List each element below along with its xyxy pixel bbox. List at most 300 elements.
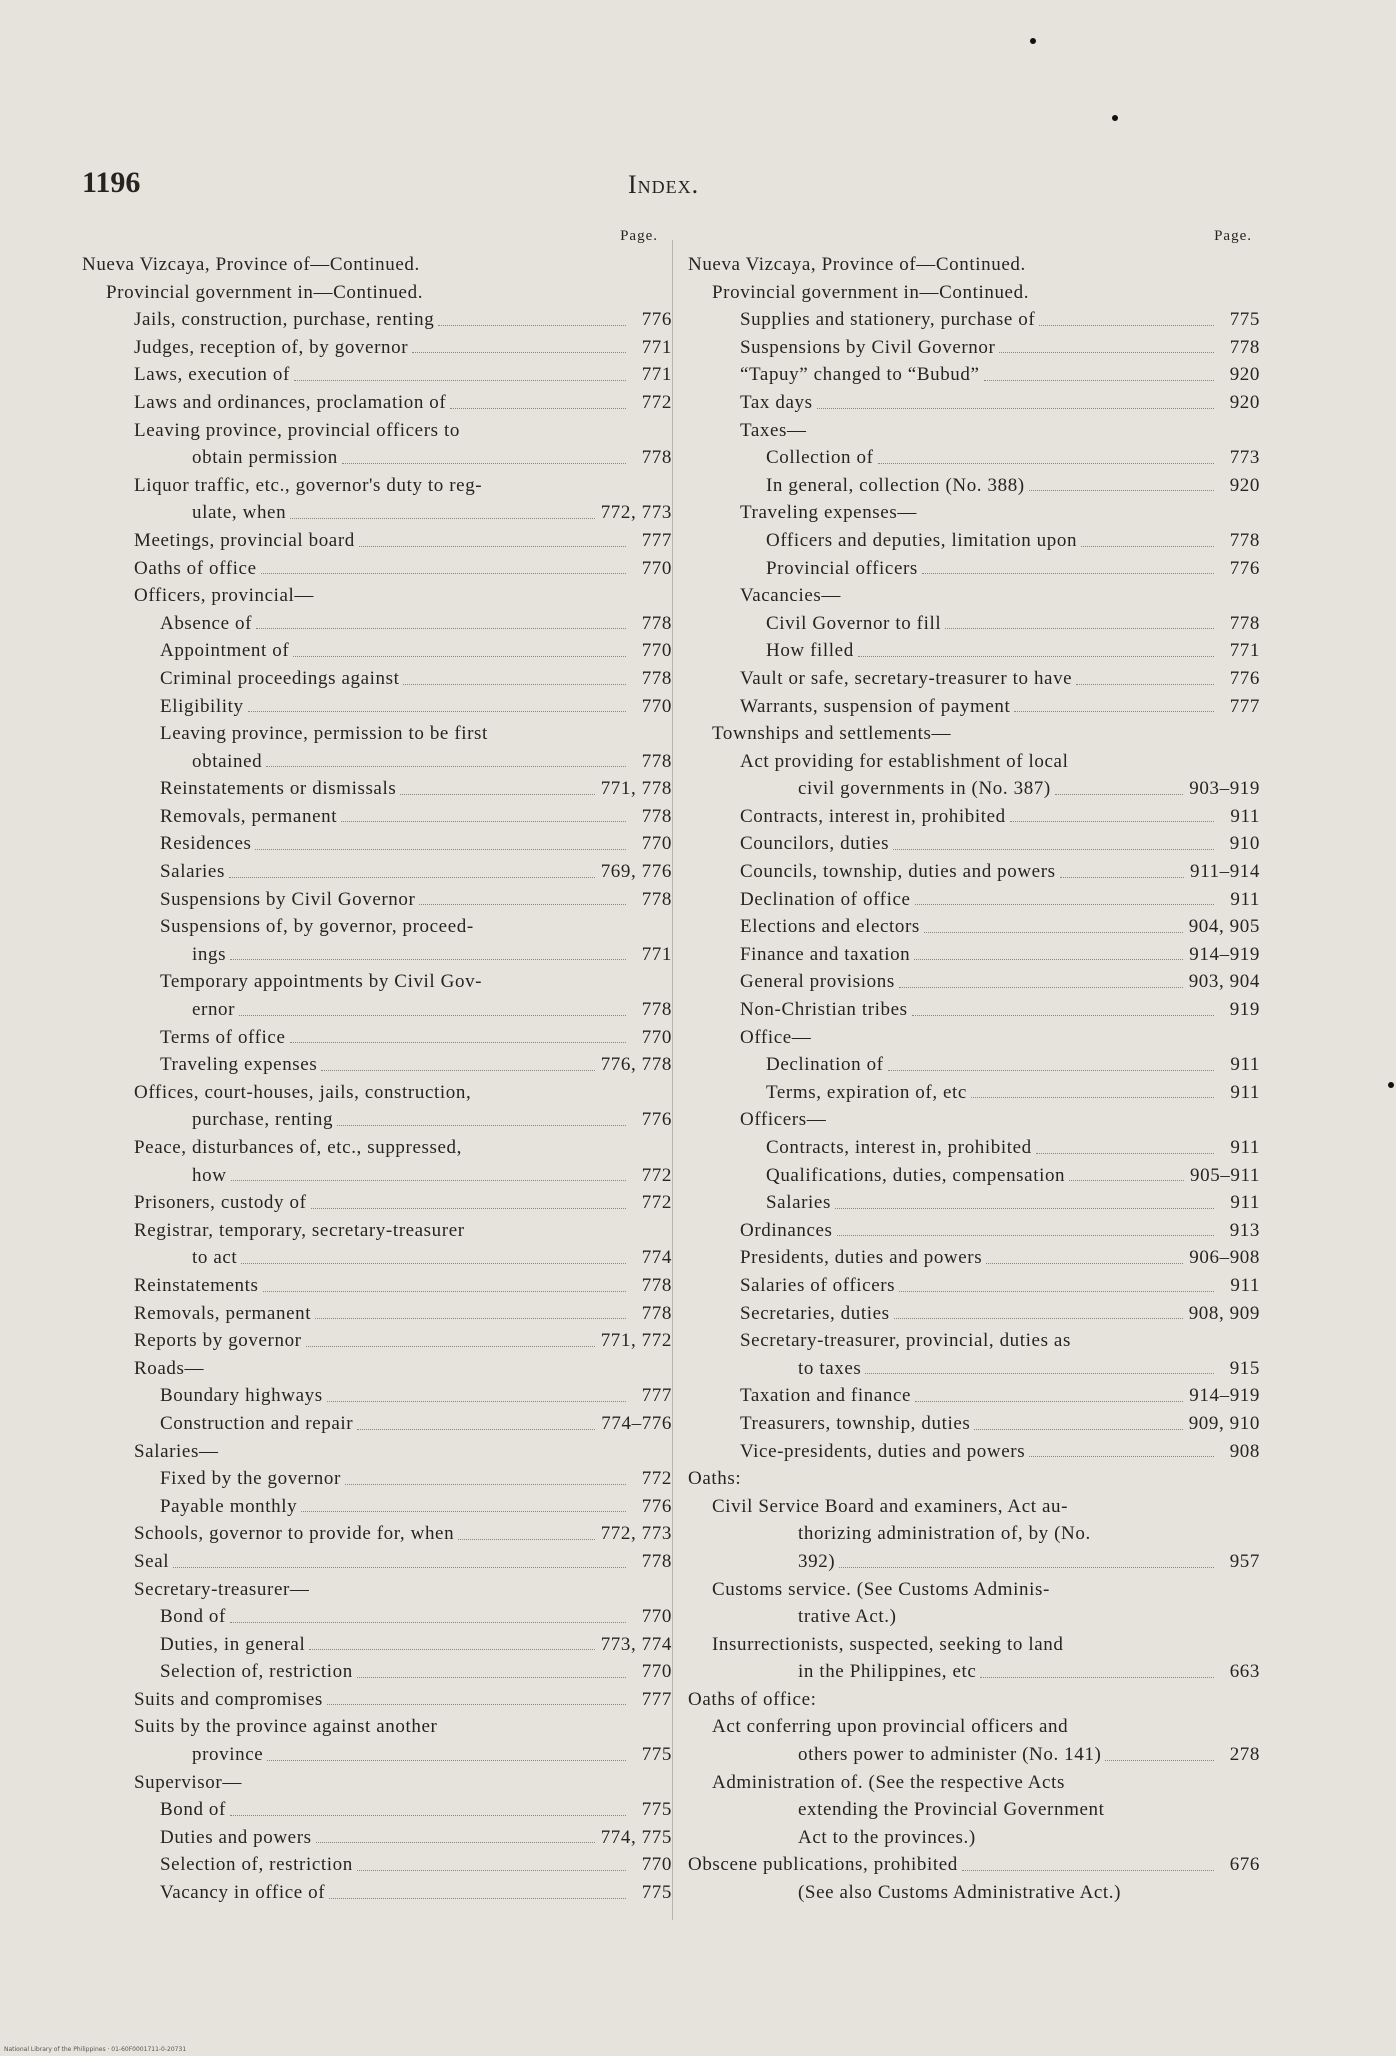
- index-entry: [688, 610, 1260, 638]
- column-divider: [672, 240, 673, 1920]
- index-entry: [82, 1548, 672, 1576]
- entry-text: Contracts, interest in, prohibited: [766, 1137, 1032, 1158]
- entry-page: 913: [1229, 1219, 1260, 1241]
- dot-leader: [293, 656, 626, 657]
- index-entry: [688, 1686, 1260, 1714]
- entry-page: 911: [1230, 1137, 1260, 1158]
- entry-text: Elections and electors: [740, 916, 920, 938]
- dot-leader: [899, 1291, 1214, 1292]
- entry-page: 772: [641, 1468, 672, 1490]
- index-entry: [82, 499, 672, 527]
- entry-page: 772, 773: [600, 1523, 672, 1545]
- entry-page: 778: [1229, 529, 1260, 551]
- dot-leader: [261, 573, 626, 574]
- entry-page: 778: [641, 805, 672, 827]
- entry-text: others power to administer (No. 141): [798, 1744, 1102, 1766]
- entry-page: 770: [641, 1854, 672, 1876]
- entry-text: General provisions: [740, 971, 895, 993]
- dot-leader: [893, 849, 1214, 850]
- index-entry: [688, 858, 1260, 886]
- dot-leader: [458, 1539, 595, 1540]
- index-entry: [688, 1410, 1260, 1438]
- entry-text: purchase, renting: [192, 1109, 334, 1131]
- entry-page: 776: [641, 309, 672, 331]
- index-entry: [688, 886, 1260, 914]
- index-entry: [688, 1438, 1260, 1466]
- index-entry: [688, 1079, 1260, 1107]
- index-entry: [82, 1079, 672, 1107]
- entry-page: 778: [1229, 336, 1260, 358]
- index-entry: [82, 334, 672, 362]
- dot-leader: [229, 877, 595, 878]
- entry-page: 770: [641, 1026, 672, 1048]
- index-entry: [82, 1106, 672, 1134]
- entry-text: Obscene publications, prohibited: [688, 1854, 958, 1876]
- entry-text: Duties, in general: [160, 1633, 306, 1655]
- entry-page: 919: [1229, 999, 1260, 1021]
- dot-leader: [230, 959, 626, 960]
- entry-text: Judges, reception of, by governor: [134, 336, 409, 358]
- index-entry: [82, 1024, 672, 1052]
- entry-page: 911: [1230, 1274, 1260, 1296]
- scan-speck: [1030, 38, 1036, 44]
- dot-leader: [400, 794, 594, 795]
- entry-page: 663: [1229, 1661, 1260, 1683]
- entry-page: 774, 775: [600, 1826, 672, 1848]
- dot-leader: [342, 463, 626, 464]
- entry-text: Registrar, temporary, secretary-treasurer: [134, 1219, 465, 1241]
- index-entry: [82, 389, 672, 417]
- dot-leader: [450, 408, 626, 409]
- index-entry: [82, 306, 672, 334]
- index-column-right: [688, 228, 1260, 1907]
- index-entry: [688, 1189, 1260, 1217]
- entry-text: Removals, permanent: [134, 1302, 312, 1324]
- index-entry: [82, 1631, 672, 1659]
- entry-page: 905–911: [1190, 1164, 1260, 1186]
- entry-page: 778: [641, 999, 672, 1021]
- index-entry: [688, 1631, 1260, 1659]
- dot-leader: [1010, 821, 1214, 822]
- entry-text: (See also Customs Administrative Act.): [798, 1882, 1122, 1904]
- entry-text: Selection of, restriction: [160, 1854, 353, 1876]
- entry-text: Terms of office: [160, 1026, 286, 1048]
- index-entry: [688, 361, 1260, 389]
- dot-leader: [290, 1042, 627, 1043]
- index-entry: [82, 1244, 672, 1272]
- entry-text: Officers, provincial—: [134, 585, 315, 607]
- entry-text: Bond of: [160, 1606, 226, 1628]
- entry-text: Reports by governor: [134, 1330, 302, 1352]
- index-entry: [82, 361, 672, 389]
- dot-leader: [337, 1125, 626, 1126]
- entry-text: Oaths:: [688, 1468, 742, 1490]
- dot-leader: [255, 849, 626, 850]
- entry-text: Salaries: [160, 861, 225, 883]
- dot-leader: [329, 1898, 626, 1899]
- entry-text: Supervisor—: [134, 1771, 242, 1793]
- index-entry: [688, 1355, 1260, 1383]
- entry-page: 775: [641, 1744, 672, 1766]
- dot-leader: [301, 1511, 626, 1512]
- entry-text: Officers—: [740, 1109, 827, 1131]
- index-entry: [82, 941, 672, 969]
- entry-page: 778: [641, 612, 672, 634]
- index-entry: [82, 968, 672, 996]
- entry-text: Act to the provinces.): [798, 1826, 976, 1848]
- entry-text: Ordinances: [740, 1219, 833, 1241]
- dot-leader: [345, 1484, 626, 1485]
- entry-text: Non-Christian tribes: [740, 999, 908, 1021]
- index-entry: [688, 1106, 1260, 1134]
- entry-page: 914–919: [1189, 1385, 1260, 1407]
- dot-leader: [357, 1870, 626, 1871]
- index-entry: [688, 1520, 1260, 1548]
- entry-text: in the Philippines, etc: [798, 1661, 977, 1683]
- entry-page: 920: [1229, 364, 1260, 386]
- entry-page: 769, 776: [600, 861, 672, 883]
- entry-page: 278: [1229, 1744, 1260, 1766]
- index-entry: [82, 1134, 672, 1162]
- index-entry: [688, 665, 1260, 693]
- entry-page: 770: [641, 557, 672, 579]
- entry-page: 911: [1230, 1081, 1260, 1103]
- entry-text: Provincial government in—Continued.: [106, 281, 424, 303]
- entry-text: Peace, disturbances of, etc., suppressed,: [134, 1137, 462, 1158]
- index-entry: [82, 1824, 672, 1852]
- dot-leader: [359, 546, 626, 547]
- dot-leader: [306, 1346, 595, 1347]
- index-entry: [688, 1217, 1260, 1245]
- index-entry: [688, 251, 1260, 279]
- entry-text: Bond of: [160, 1799, 226, 1821]
- entry-text: ulate, when: [192, 502, 287, 524]
- index-entry: [688, 306, 1260, 334]
- index-entry: [688, 720, 1260, 748]
- index-entry: [82, 417, 672, 445]
- entry-text: Prisoners, custody of: [134, 1192, 307, 1214]
- dot-leader: [438, 325, 626, 326]
- entry-text: Townships and settlements—: [712, 723, 952, 745]
- entry-text: Officers and deputies, limitation upon: [766, 529, 1078, 551]
- entry-text: Terms, expiration of, etc: [766, 1081, 967, 1103]
- index-entry: [688, 499, 1260, 527]
- dot-leader: [835, 1208, 1214, 1209]
- index-entry: [82, 1603, 672, 1631]
- entry-text: Secretaries, duties: [740, 1302, 890, 1324]
- index-entry: [688, 913, 1260, 941]
- index-entry: [688, 1300, 1260, 1328]
- dot-leader: [894, 1318, 1183, 1319]
- dot-leader: [839, 1567, 1214, 1568]
- entry-text: Vault or safe, secretary-treasurer to have: [740, 667, 1073, 689]
- dot-leader: [419, 904, 626, 905]
- entry-page: 771, 778: [600, 778, 672, 800]
- entry-text: Seal: [134, 1550, 170, 1572]
- entry-page: 773: [1229, 447, 1260, 469]
- index-entry: [688, 1548, 1260, 1576]
- entry-text: Temporary appointments by Civil Gov-: [160, 971, 483, 993]
- entry-text: ings: [192, 943, 227, 965]
- entry-page: 770: [641, 1661, 672, 1683]
- index-entry: [82, 251, 672, 279]
- dot-leader: [266, 766, 626, 767]
- index-entry: [688, 693, 1260, 721]
- entry-text: Tax days: [740, 391, 813, 413]
- entry-text: Taxation and finance: [740, 1385, 912, 1407]
- dot-leader: [403, 684, 626, 685]
- entry-text: Salaries—: [134, 1440, 219, 1462]
- entry-page: 915: [1229, 1357, 1260, 1379]
- dot-leader: [309, 1649, 594, 1650]
- entry-page: 772, 773: [600, 502, 672, 524]
- entry-text: Traveling expenses: [160, 1054, 318, 1076]
- index-entry: [82, 1576, 672, 1604]
- dot-leader: [267, 1760, 626, 1761]
- index-entry: [688, 389, 1260, 417]
- entry-text: “Tapuy” changed to “Bubud”: [740, 364, 980, 386]
- index-entry: [82, 693, 672, 721]
- dot-leader: [1076, 684, 1214, 685]
- entry-page: 776: [641, 1495, 672, 1517]
- entry-page: 908, 909: [1188, 1302, 1260, 1324]
- dot-leader: [241, 1263, 626, 1264]
- entry-text: Appointment of: [160, 640, 290, 662]
- dot-leader: [914, 959, 1183, 960]
- index-entry: [688, 1824, 1260, 1852]
- index-entry: [82, 830, 672, 858]
- entry-text: Civil Service Board and examiners, Act au-: [712, 1495, 1069, 1517]
- index-entry: [82, 472, 672, 500]
- dot-leader: [1014, 711, 1214, 712]
- index-entry: [82, 1382, 672, 1410]
- dot-leader: [315, 1318, 626, 1319]
- index-entry: [688, 803, 1260, 831]
- entry-text: Selection of, restriction: [160, 1661, 353, 1683]
- index-entry: [688, 1796, 1260, 1824]
- dot-leader: [858, 656, 1214, 657]
- entry-page: 778: [641, 888, 672, 910]
- dot-leader: [311, 1208, 626, 1209]
- entry-page: 770: [641, 640, 672, 662]
- dot-leader: [357, 1429, 595, 1430]
- entry-page: 775: [641, 1882, 672, 1904]
- index-entry: [82, 582, 672, 610]
- dot-leader: [1060, 877, 1184, 878]
- dot-leader: [239, 1015, 626, 1016]
- entry-page: 770: [641, 695, 672, 717]
- entry-text: Insurrectionists, suspected, seeking to land: [712, 1633, 1064, 1655]
- dot-leader: [980, 1677, 1214, 1678]
- entry-text: In general, collection (No. 388): [766, 474, 1025, 496]
- entry-text: Provincial government in—Continued.: [712, 281, 1030, 303]
- scan-speck: [1112, 115, 1118, 121]
- entry-text: Councilors, duties: [740, 833, 890, 855]
- index-entry: [688, 748, 1260, 776]
- index-entry: [688, 1272, 1260, 1300]
- index-entry: [688, 417, 1260, 445]
- dot-leader: [899, 987, 1183, 988]
- entry-text: ernor: [192, 999, 236, 1021]
- entry-text: Laws and ordinances, proclamation of: [134, 391, 447, 413]
- dot-leader: [971, 1097, 1214, 1098]
- page-column-heading: Page.: [620, 228, 658, 244]
- dot-leader: [1069, 1180, 1184, 1181]
- entry-text: Boundary highways: [160, 1385, 323, 1407]
- index-entry: [82, 1355, 672, 1383]
- entry-text: to act: [192, 1247, 238, 1269]
- index-entry: [688, 1879, 1260, 1907]
- running-title: Index.: [628, 170, 700, 199]
- index-entries-right: [688, 251, 1260, 1907]
- index-entries-left: [82, 251, 672, 1907]
- entry-page: 904, 905: [1188, 916, 1260, 938]
- index-entry: [688, 1024, 1260, 1052]
- dot-leader: [341, 821, 626, 822]
- dot-leader: [999, 352, 1214, 353]
- entry-text: Declination of: [766, 1054, 884, 1076]
- entry-text: Removals, permanent: [160, 805, 338, 827]
- entry-text: Act conferring upon provincial officers and: [712, 1716, 1069, 1738]
- entry-text: obtain permission: [192, 447, 338, 469]
- entry-text: Office—: [740, 1026, 812, 1048]
- entry-text: Reinstatements or dismissals: [160, 778, 397, 800]
- entry-text: Traveling expenses—: [740, 502, 917, 524]
- dot-leader: [878, 463, 1214, 464]
- index-entry: [82, 858, 672, 886]
- entry-text: Nueva Vizcaya, Province of—Continued.: [688, 254, 1026, 275]
- dot-leader: [986, 1263, 1183, 1264]
- dot-leader: [294, 380, 626, 381]
- dot-leader: [1081, 546, 1214, 547]
- entry-text: Fixed by the governor: [160, 1468, 341, 1490]
- index-entry: [82, 1162, 672, 1190]
- entry-page: 778: [641, 1274, 672, 1296]
- entry-text: Leaving province, provincial officers to: [134, 419, 460, 441]
- entry-page: 777: [1229, 695, 1260, 717]
- index-entry: [82, 444, 672, 472]
- entry-text: Duties and powers: [160, 1826, 312, 1848]
- index-entry: [82, 720, 672, 748]
- scan-speck: [1388, 1082, 1394, 1088]
- index-entry: [688, 1658, 1260, 1686]
- index-entry: [82, 886, 672, 914]
- index-entry: [82, 665, 672, 693]
- entry-text: Oaths of office: [134, 557, 257, 579]
- index-entry: [688, 1603, 1260, 1631]
- index-entry: [688, 1162, 1260, 1190]
- index-entry: [688, 1576, 1260, 1604]
- dot-leader: [1039, 325, 1214, 326]
- dot-leader: [945, 628, 1214, 629]
- entry-text: Act providing for establishment of local: [740, 750, 1069, 772]
- dot-leader: [412, 352, 626, 353]
- dot-leader: [912, 1015, 1214, 1016]
- entry-text: Jails, construction, purchase, renting: [134, 309, 435, 331]
- index-entry: [82, 1465, 672, 1493]
- entry-text: extending the Provincial Government: [798, 1799, 1105, 1821]
- entry-page: 776: [1229, 557, 1260, 579]
- index-entry: [82, 1189, 672, 1217]
- dot-leader: [915, 1401, 1183, 1402]
- entry-page: 957: [1229, 1550, 1260, 1572]
- entry-page: 911: [1230, 888, 1260, 910]
- index-entry: [82, 555, 672, 583]
- index-entry: [688, 1382, 1260, 1410]
- index-entry: [82, 610, 672, 638]
- entry-text: Laws, execution of: [134, 364, 290, 386]
- index-entry: [688, 996, 1260, 1024]
- entry-page: 914–919: [1189, 943, 1260, 965]
- index-entry: [688, 968, 1260, 996]
- entry-text: Absence of: [160, 612, 252, 634]
- dot-leader: [357, 1677, 626, 1678]
- index-entry: [82, 913, 672, 941]
- entry-text: Qualifications, duties, compensation: [766, 1164, 1066, 1186]
- dot-leader: [1105, 1760, 1214, 1761]
- dot-leader: [915, 904, 1214, 905]
- entry-text: Residences: [160, 833, 252, 855]
- index-entry: [82, 1796, 672, 1824]
- entry-text: province: [192, 1744, 264, 1766]
- entry-page: 911: [1230, 805, 1260, 827]
- dot-leader: [230, 1622, 626, 1623]
- entry-text: Payable monthly: [160, 1495, 298, 1517]
- entry-text: Suspensions by Civil Governor: [160, 888, 416, 910]
- dot-leader: [837, 1235, 1214, 1236]
- index-entry: [82, 1713, 672, 1741]
- entry-text: Contracts, interest in, prohibited: [740, 805, 1006, 827]
- entry-page: 903–919: [1189, 778, 1260, 800]
- page-column-heading: Page.: [1214, 228, 1252, 244]
- entry-page: 776: [1229, 667, 1260, 689]
- index-entry: [82, 1769, 672, 1797]
- index-entry: [82, 1493, 672, 1521]
- entry-text: Treasurers, township, duties: [740, 1412, 971, 1434]
- entry-page: 771: [641, 364, 672, 386]
- entry-text: Secretary-treasurer—: [134, 1578, 310, 1600]
- index-entry: [688, 1713, 1260, 1741]
- dot-leader: [1029, 490, 1214, 491]
- page-number: 1196: [82, 166, 141, 199]
- dot-leader: [248, 711, 626, 712]
- dot-leader: [1029, 1456, 1214, 1457]
- entry-text: Collection of: [766, 447, 874, 469]
- index-entry: [82, 1520, 672, 1548]
- entry-text: 392): [798, 1550, 836, 1572]
- entry-page: 777: [641, 1688, 672, 1710]
- dot-leader: [231, 1180, 626, 1181]
- index-entry: [82, 775, 672, 803]
- entry-text: Vacancy in office of: [160, 1882, 326, 1904]
- index-entry: [82, 1051, 672, 1079]
- dot-leader: [865, 1373, 1214, 1374]
- entry-page: 777: [641, 1385, 672, 1407]
- entry-page: 770: [641, 1606, 672, 1628]
- entry-text: Vacancies—: [740, 585, 841, 607]
- entry-text: civil governments in (No. 387): [798, 778, 1051, 800]
- entry-text: how: [192, 1164, 227, 1186]
- entry-text: Taxes—: [740, 419, 807, 441]
- index-entry: [82, 1851, 672, 1879]
- entry-page: 773, 774: [600, 1633, 672, 1655]
- index-entry: [688, 1851, 1260, 1879]
- index-entry: [688, 334, 1260, 362]
- entry-page: 778: [641, 1550, 672, 1572]
- entry-page: 778: [1229, 612, 1260, 634]
- entry-text: Salaries of officers: [740, 1274, 896, 1296]
- index-entry: [688, 775, 1260, 803]
